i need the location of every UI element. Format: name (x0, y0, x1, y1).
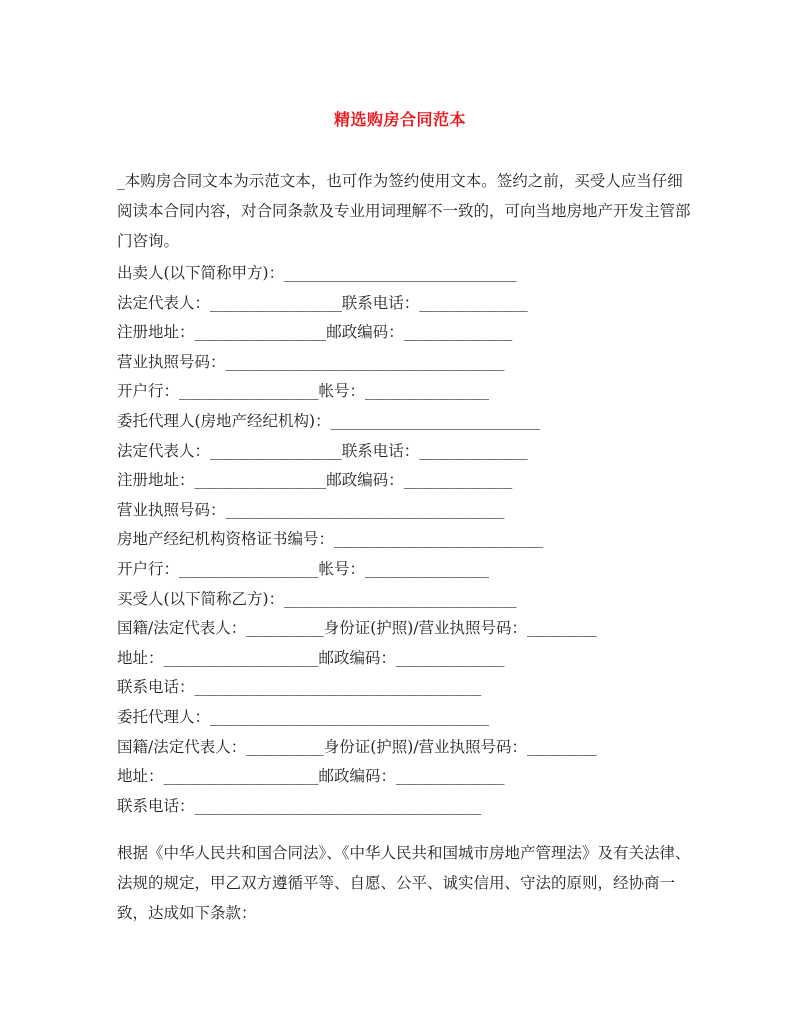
agent-name-line: 委托代理人(房地产经纪机构)：___________________________ (117, 411, 540, 430)
agent-bank-line: 开户行：__________________帐号：________________ (117, 559, 490, 578)
buyer-address-line: 地址：____________________邮政编码：______________ (117, 648, 505, 667)
seller-name-line: 出卖人(以下简称甲方)：______________________________ (117, 264, 517, 282)
buyer-nationality-line: 国籍/法定代表人：__________身份证(护照)/营业执照号码：_________ (117, 619, 597, 638)
seller-address-line: 注册地址：_________________邮政编码：______________ (117, 323, 513, 342)
intro-paragraph: _本购房合同文本为示范文本，也可作为签约使用文本。签约之前，买受人应当仔细阅读本合同内容，对合同条款及专业用词理解不一致的，可向当地房地产开发主管部门咨询。 (117, 172, 691, 250)
buyer-phone-line: 联系电话：_____________________________________ (117, 678, 482, 697)
agent-certificate-line: 房地产经纪机构资格证书编号：___________________________ (117, 530, 544, 549)
seller-representative-line: 法定代表人：_________________联系电话：______________ (117, 293, 528, 312)
buyer-agent-line: 委托代理人：____________________________________ (117, 707, 490, 726)
agent-address-line: 注册地址：_________________邮政编码：______________ (117, 471, 513, 490)
seller-bank-line: 开户行：__________________帐号：________________ (117, 382, 490, 401)
buyer-name-line: 买受人(以下简称乙方)：______________________________ (117, 589, 517, 608)
document-title: 精选购房合同范本 (333, 110, 466, 129)
agent-representative-line: 法定代表人：_________________联系电话：______________ (117, 441, 528, 460)
closing-paragraph: 根据《中华人民共和国合同法》、《中华人民共和国城市房地产管理法》及有关法律、法规的规定，甲乙双方遵循平等、自愿、公平、诚实信用、守法的原则，经协商一致，达成如下条款： (117, 844, 691, 922)
party-info-fields (117, 259, 695, 821)
buyer-agent-nationality-line: 国籍/法定代表人：__________身份证(护照)/营业执照号码：_________ (117, 737, 597, 756)
seller-license-line: 营业执照号码：____________________________________ (117, 352, 505, 371)
agent-license-line: 营业执照号码：____________________________________ (117, 500, 505, 519)
buyer-agent-phone-line: 联系电话：_____________________________________ (117, 796, 482, 815)
buyer-agent-address-line: 地址：____________________邮政编码：______________ (117, 767, 505, 786)
